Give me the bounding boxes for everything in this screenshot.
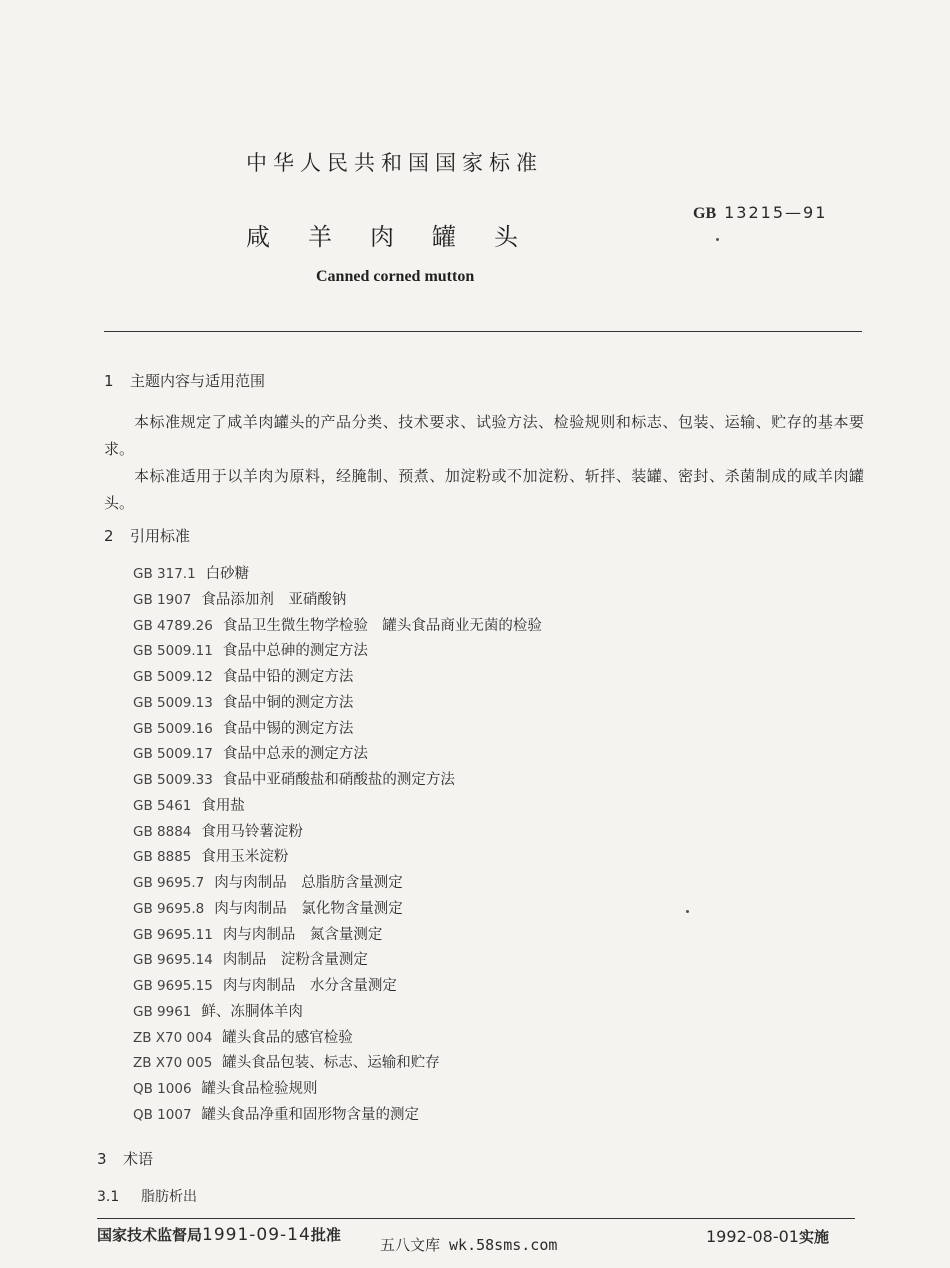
reference-item bbox=[133, 974, 542, 1000]
watermark-text: 五八文库 wk.58sms.com bbox=[380, 1236, 558, 1254]
reference-code: GB 5009.13 bbox=[133, 694, 213, 711]
reference-item bbox=[133, 614, 542, 640]
reference-title: 肉与肉制品 氯化物含量测定 bbox=[214, 900, 403, 917]
reference-title: 鲜、冻胴体羊肉 bbox=[201, 1003, 303, 1020]
subsection-title: 脂肪析出 bbox=[141, 1189, 197, 1205]
reference-item bbox=[133, 1051, 542, 1077]
reference-item bbox=[133, 665, 542, 691]
reference-item bbox=[133, 948, 542, 974]
reference-code: QB 1007 bbox=[133, 1106, 192, 1123]
reference-item bbox=[133, 1000, 542, 1026]
header-divider bbox=[104, 331, 862, 332]
reference-item bbox=[133, 871, 542, 897]
reference-title: 白砂糖 bbox=[205, 566, 250, 582]
reference-item bbox=[133, 717, 542, 743]
reference-title: 肉与肉制品 总脂肪含量测定 bbox=[214, 875, 403, 891]
approval-line bbox=[97, 1224, 341, 1245]
reference-code: GB 9695.11 bbox=[133, 926, 213, 943]
reference-code: GB 5009.12 bbox=[133, 669, 213, 685]
reference-item bbox=[133, 562, 542, 588]
section-number: 1 bbox=[104, 372, 114, 390]
reference-item bbox=[133, 845, 542, 871]
reference-title: 食品中铅的测定方法 bbox=[222, 669, 354, 685]
reference-code: GB 9695.8 bbox=[133, 900, 205, 917]
section-2-heading bbox=[104, 525, 190, 546]
reference-title: 食品中总砷的测定方法 bbox=[222, 643, 368, 660]
reference-item bbox=[133, 820, 542, 846]
reference-title: 食用盐 bbox=[201, 797, 245, 814]
reference-code: GB 317.1 bbox=[133, 566, 196, 582]
reference-code: GB 8884 bbox=[133, 823, 192, 840]
reference-code: ZB X70 005 bbox=[133, 1055, 213, 1072]
reference-code: GB 9695.7 bbox=[133, 875, 205, 891]
reference-title: 食品中铜的测定方法 bbox=[222, 694, 354, 711]
reference-code: GB 9695.15 bbox=[133, 978, 213, 994]
reference-code: GB 5009.33 bbox=[133, 772, 213, 788]
reference-code: GB 5009.17 bbox=[133, 746, 213, 763]
issuing-authority-title: 中华人民共和国国家标准 bbox=[246, 151, 543, 175]
reference-code: GB 9961 bbox=[133, 1003, 192, 1020]
section-1-paragraph-1: 本标准规定了咸羊肉罐头的产品分类、技术要求、试验方法、检验规则和标志、包装、运输、贮存的基本要求。 bbox=[104, 413, 864, 458]
reference-code: GB 1907 bbox=[133, 591, 192, 608]
section-1-heading bbox=[104, 370, 265, 391]
reference-item bbox=[133, 794, 542, 820]
reference-title: 食品中总汞的测定方法 bbox=[222, 746, 368, 763]
reference-item bbox=[133, 1103, 542, 1129]
reference-code: GB 8885 bbox=[133, 849, 192, 866]
reference-code: GB 5461 bbox=[133, 797, 192, 814]
referenced-standards-list bbox=[133, 562, 542, 1129]
subsection-number: 3.1 bbox=[97, 1189, 120, 1205]
effective-date: 1992-08-01 bbox=[706, 1227, 799, 1246]
approval-date: 1991-09-14 bbox=[202, 1225, 311, 1245]
standard-code: 13215—91 bbox=[724, 203, 828, 222]
issuer: 国家技术监督局 bbox=[97, 1226, 203, 1244]
reference-item bbox=[133, 691, 542, 717]
section-title: 主题内容与适用范围 bbox=[130, 372, 266, 390]
reference-title: 肉与肉制品 氮含量测定 bbox=[222, 926, 383, 943]
reference-title: 食品添加剂 亚硝酸钠 bbox=[201, 591, 347, 608]
document-subtitle-english: Canned corned mutton bbox=[316, 268, 475, 285]
section-title: 术语 bbox=[123, 1150, 154, 1168]
reference-item bbox=[133, 1026, 542, 1052]
reference-title: 罐头食品净重和固形物含量的测定 bbox=[201, 1106, 420, 1123]
reference-code: ZB X70 004 bbox=[133, 1029, 213, 1046]
footer-divider bbox=[97, 1218, 855, 1219]
standard-number bbox=[693, 203, 827, 223]
reference-code: GB 5009.16 bbox=[133, 720, 213, 737]
reference-item bbox=[133, 923, 542, 949]
document-title: 咸羊肉罐头 bbox=[246, 223, 556, 251]
scan-speck bbox=[686, 910, 689, 913]
reference-title: 罐头食品检验规则 bbox=[201, 1081, 318, 1097]
reference-code: GB 5009.11 bbox=[133, 643, 213, 660]
reference-title: 肉制品 淀粉含量测定 bbox=[222, 952, 368, 969]
reference-item bbox=[133, 768, 542, 794]
section-number: 2 bbox=[104, 527, 114, 545]
section-3-heading bbox=[97, 1148, 153, 1169]
reference-title: 罐头食品的感官检验 bbox=[222, 1029, 353, 1046]
section-1-paragraph-2: 本标准适用于以羊肉为原料，经腌制、预煮、加淀粉或不加淀粉、斩拌、装罐、密封、杀菌制成的咸羊肉罐头。 bbox=[104, 467, 864, 512]
effective-label: 实施 bbox=[798, 1228, 829, 1246]
reference-title: 食用马铃薯淀粉 bbox=[201, 823, 303, 840]
reference-code: GB 4789.26 bbox=[133, 617, 213, 634]
scan-speck bbox=[716, 238, 719, 241]
effective-line bbox=[706, 1226, 829, 1247]
reference-title: 食品中亚硝酸盐和硝酸盐的测定方法 bbox=[222, 772, 455, 788]
section-number: 3 bbox=[97, 1150, 107, 1168]
standard-prefix: GB bbox=[693, 205, 717, 222]
section-title: 引用标准 bbox=[130, 527, 191, 545]
reference-item bbox=[133, 742, 542, 768]
reference-title: 肉与肉制品 水分含量测定 bbox=[222, 978, 397, 994]
reference-code: QB 1006 bbox=[133, 1081, 192, 1097]
reference-title: 食品卫生微生物学检验 罐头食品商业无菌的检验 bbox=[222, 617, 542, 634]
reference-item bbox=[133, 588, 542, 614]
subsection-3-1-heading bbox=[97, 1186, 197, 1206]
reference-title: 食用玉米淀粉 bbox=[201, 849, 289, 866]
reference-item bbox=[133, 1077, 542, 1103]
reference-code: GB 9695.14 bbox=[133, 952, 213, 969]
reference-item bbox=[133, 897, 542, 923]
approval-label: 批准 bbox=[310, 1226, 341, 1244]
reference-title: 罐头食品包装、标志、运输和贮存 bbox=[222, 1055, 440, 1072]
reference-title: 食品中锡的测定方法 bbox=[222, 720, 354, 737]
reference-item bbox=[133, 639, 542, 665]
